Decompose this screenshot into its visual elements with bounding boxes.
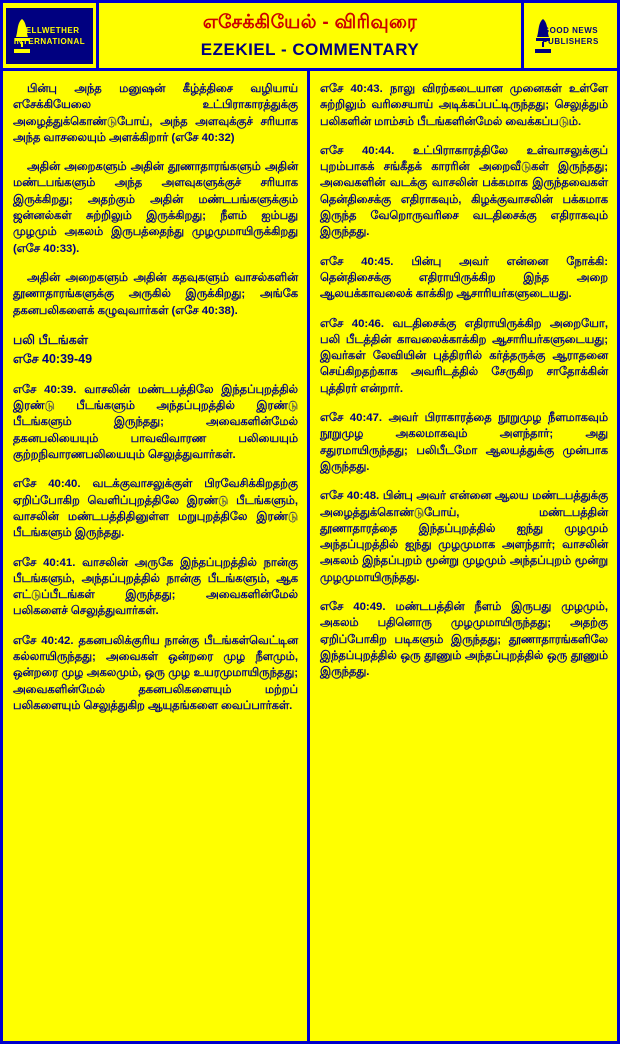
paragraph: பின்பு அந்த மனுஷன் கீழ்த்திசை வழியாய் எசேக்கியேலை உட்பிராகாரத்துக்கு அழைத்துக்கொண்டுபோய், அந்த அளவுக்குச் சரியாக அந்த வாசலையும் அளக்கிறார் (எசே 40:32): [13, 83, 298, 144]
logo-left-line2: INTERNATIONAL: [13, 36, 86, 46]
verse-paragraph: எசே 40:47. அவர் பிராகாரத்தை நூறுமுழ நீளமாகவும் நூறுமுழ அகலமாகவும் அளந்தார்; அது சதுரமாயிருந்தது; பலிபீடமோ ஆலயத்துக்கு முன்பாக இருந்தது.: [320, 412, 608, 473]
logo-right-line1: GOOD NEWS: [542, 25, 599, 35]
bellwether-logo-badge: [6, 8, 93, 64]
verse-paragraph: எசே 40:42. தகனபலிக்குரிய நான்கு பீடங்கள்வெட்டின கல்லாயிருந்தது; அவைகள் ஒன்றரை முழ நீளமும், ஒன்றரை முழ அகலமும், ஒரு முழ உயரமுமாயிருந்தது; அவைகளின்மேல் தகனபலிகளையும் மற்றப் பலிகளையும் செலுத்துகிற ஆயுதங்களை வைப்பார்கள்.: [13, 634, 298, 712]
verse-paragraph: எசே 40:49. மண்டபத்தின் நீளம் இருபது முழமும், அகலம் பதினொரு முழமுமாயிருந்தது; அதற்கு ஏறிப்போகிற படிகளும் இருந்தது; தூணாதாரங்களிலே இந்தப்புறத்தில் ஒரு தூணும் அந்தப்புறத்தில் ஒரு தூணும் இருந்தது.: [320, 601, 608, 679]
section-heading: பலி பீடங்கள்: [13, 332, 88, 347]
verse-paragraph: எசே 40:48. பின்பு அவர் என்னை ஆலய மண்டபத்துக்கு அழைத்துக்கொண்டுபோய், மண்டபத்தின் தூணாதாரத்தை இந்தப்புறத்தில் ஐந்து முழமும் அந்தப்புறத்தில் ஐந்து முழமுமாக அளந்தார்; வாசலின் அகலம் இந்தப்புறம் மூன்று முழமும் அந்தப்புறம் மூன்று முழமுமாயிருந்தது.: [320, 490, 608, 584]
paragraph: அதின் அறைகளும் அதின் கதவுகளும் வாசல்களின் தூணாதாரங்களுக்கு அருகில் இருக்கிறது; அங்கே தகனபலிகளைக் கழுவுவார்கள் (எசே 40:38).: [13, 271, 298, 317]
logo-right-line2: PUBLISHERS: [542, 36, 599, 46]
verse-paragraph: எசே 40:44. உட்பிராகாரத்திலே உள்வாசலுக்குப் புறம்பாகக் சங்கீதக் காரரின் அறைவீடுகள் இருந்தது; அவைகளின் வடக்கு வாசலின் பக்கமாக இருந்தவைகள் தென்திசைக்கு எதிராகவும், கிழக்குவாசலின் பக்கமாக இருந்த வேறொருவரிசை வடதிசைக்கு எதிராகவும் இருந்தது.: [320, 144, 608, 239]
paragraph: அதின் அறைகளும் அதின் தூணாதாரங்களும் அதின் மண்டபங்களும் அந்த அளவுகளுக்குச் சரியாக இருக்கிறது; அதற்கும் அதின் மண்டபங்களுக்கும் ஜன்னல்கள் சுற்றிலும் இருக்கிறது; நீளம் ஐம்பது முழமும் அகலம் இருபத்தைந்து முழமுமாயிருக்கிறது (எசே 40:33).: [13, 161, 298, 255]
page-header: [3, 3, 617, 71]
verse-paragraph: எசே 40:45. பின்பு அவர் என்னை நோக்கி: தென்திசைக்கு எதிராயிருக்கிற இந்த அறை ஆலயக்காவலைக் காக்கிற ஆசாரியர்களுடையது.: [320, 255, 608, 301]
verse-paragraph: எசே 40:41. வாசலின் அருகே இந்தப்புறத்தில் நான்கு பீடங்களும், அந்தப்புறத்தில் நான்கு பீடங்களும், ஆக எட்டுப்பீடங்கள் இருந்தது; அவைகளின்மேல் பலிகளைச் செலுத்துவார்கள்.: [13, 556, 298, 618]
section-reference: எசே 40:39-49: [13, 351, 93, 366]
verse-paragraph: எசே 40:39. வாசலின் மண்டபத்திலே இந்தப்புறத்தில் இரண்டு பீடங்களும் அந்தப்புறத்தில் இரண்டு பீடங்களும் இருந்தது; அவைகளின்மேல் தகனபலியையும் பாவவிவாரண பலியையும் குற்றநிவாரணபலியையும் செலுத்துவார்கள்.: [13, 383, 298, 462]
verse-paragraph: எசே 40:46. வடதிசைக்கு எதிராயிருக்கிற அறையோ, பலி பீடத்தின் காவலைக்காக்கிற ஆசாரியர்களுடையது; இவர்கள் லேவியின் புத்திரரில் கர்த்தருக்கு ஆராதனை செய்கிறதற்காக அவரிடத்தில் சேருகிற சாதோக்கின் புத்திரர் என்றார்.: [320, 317, 608, 395]
publisher-logo-left: [3, 3, 99, 68]
title-english: EZEKIEL - COMMENTARY: [200, 39, 420, 59]
verse-paragraph: எசே 40:40. வடக்குவாசலுக்குள் பிரவேசிக்கிறதற்கு ஏறிப்போகிற வெளிப்புறத்திலே இரண்டு பீடங்களும், வாசலின் மண்டபத்திதினுள்ள மறுபுறத்திலே இரண்டு பீடங்களும் இருந்தது.: [13, 478, 298, 540]
verse-paragraph: எசே 40:43. நாலு விரற்கடையான முனைகள் உள்ளே சுற்றிலும் வரிசையாய் அடிக்கப்பட்டிருந்தது; செலுத்தும் பலிகளின் மாம்சம் பீடங்களின்மேல் வைக்கப்படும்.: [320, 83, 608, 128]
publisher-logo-right: [521, 3, 617, 68]
logo-right-text: [542, 25, 599, 47]
title-tamil: எசேக்கியேல் - விரிவுரை: [202, 11, 418, 33]
right-column: [310, 71, 617, 1044]
body-columns: [3, 71, 617, 1044]
title-block: [99, 3, 521, 68]
logo-left-text: [14, 25, 85, 47]
left-column: [3, 71, 310, 1044]
logo-left-line1: BELLWETHER: [19, 25, 80, 35]
goodnews-logo-badge: [527, 8, 614, 64]
